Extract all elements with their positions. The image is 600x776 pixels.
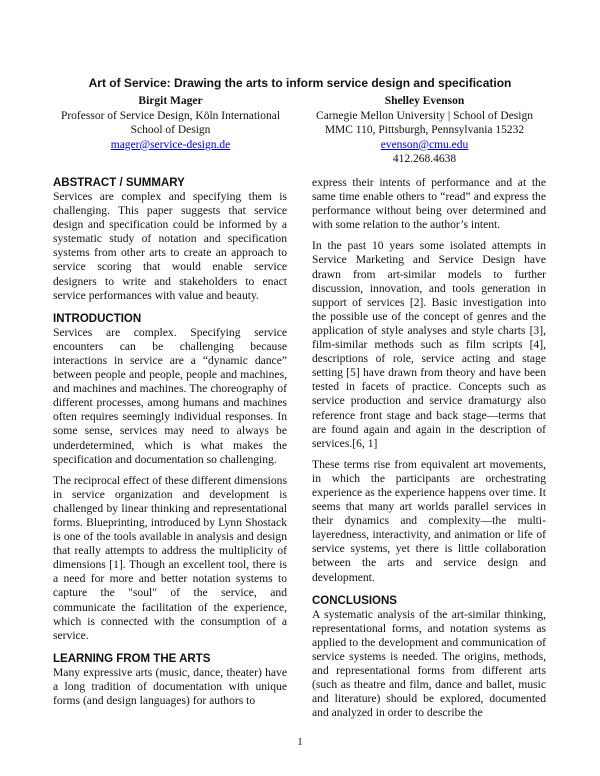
introduction-paragraph-1: Services are complex. Specifying service encounters can be challenging because interactions in service are a “dynamic dance” between people and people, people and machines, and machines and machines. The choreography of different processes, among humans and machines often requires seemingly individual responses. In some sense, services may need to always be underdetermined, which is what makes the specification and documentation so challenging. (53, 325, 287, 466)
author-name: Shelley Evenson (384, 95, 465, 107)
author-block-evenson (302, 94, 547, 167)
learning-paragraph-2: In the past 10 years some isolated attempts in Service Marketing and Service Design have drawn from art-similar models to further discussion, innovation, and tools generation in support of services [2]. Basic investigation into the possible use of the concept of genres and the application of style analyses and style charts [3], film-similar methods such as film scripts [4], descriptions of role, service acting and stage setting [5] have drawn from theory and have been tested in facets of practice. Concepts such as service production and service dramaturgy also reference front stage and back stage—terms that are found again and again in the description of services.[6, 1] (312, 239, 546, 450)
author-affiliation-line: School of Design (130, 124, 211, 136)
paper-title: Art of Service: Drawing the arts to inform service design and specification (88, 76, 512, 90)
learning-paragraph-3: These terms rise from equivalent art movements, in which the participants are orchestrating experience as the experience happens over time. It seems that many art worlds parallel services in their dynamics and complexity—the multi-layeredness, interactivity, and animation or life of service systems, yet there is little collaboration between the arts and service design and development. (312, 457, 546, 584)
author-email-link[interactable]: mager@service-design.de (110, 138, 231, 151)
author-email-link[interactable]: evenson@cmu.edu (380, 138, 469, 151)
author-affiliation-line: Professor of Service Design, Köln International (60, 109, 281, 122)
learning-paragraph-1-continued: express their intents of performance and at the same time enable others to “read” and express the performance without being over determined and with some relation to the author’s intent. (312, 176, 546, 232)
right-column (312, 176, 546, 727)
section-heading-conclusions: CONCLUSIONS (312, 594, 397, 607)
author-name: Birgit Mager (138, 95, 203, 107)
page-number: 1 (297, 736, 303, 748)
author-affiliation-line: Carnegie Mellon University | School of Design (316, 109, 533, 122)
introduction-paragraph-2: The reciprocal effect of these different dimensions in service organization and development is challenged by linear thinking and representational forms. Blueprinting, introduced by Lynn Shostack is one of the tools available in analysis and design that really attempts to address the multiplicity of dimensions [1]. Though an excellent tool, there is a need for more and better notation systems to capture the "soul" of the service, and communicate the facilitation of the experience, which is connected with the consumption of a service. (53, 473, 287, 642)
section-heading-learning: LEARNING FROM THE ARTS (53, 652, 211, 665)
section-heading-introduction: INTRODUCTION (53, 312, 142, 325)
learning-paragraph-1-start: Many expressive arts (music, dance, theater) have a long tradition of documentation with unique forms (and design languages) for authors to (53, 665, 287, 707)
author-affiliation-line: MMC 110, Pittsburgh, Pennsylvania 15232 (324, 124, 525, 136)
author-block-mager (48, 94, 293, 152)
conclusions-paragraph: A systematic analysis of the art-similar thinking, representational forms, and notation systems as applied to the development and communication of service systems is needed. The origins, methods, and representational forms from different arts (such as theatre and film, dance and ballet, music and literature) should be explored, documented and analyzed in order to describe the (312, 607, 546, 720)
left-column (53, 176, 287, 715)
author-phone: 412.268.4638 (392, 153, 457, 165)
section-heading-abstract: ABSTRACT / SUMMARY (53, 177, 185, 189)
abstract-paragraph: Services are complex and specifying them is challenging. This paper suggests that service design and specification could be informed by a systematic study of notation and specification systems from other arts to create an approach to service scoring that would enable service designers to write and stakeholders to enact service performances with value and beauty. (53, 190, 287, 302)
